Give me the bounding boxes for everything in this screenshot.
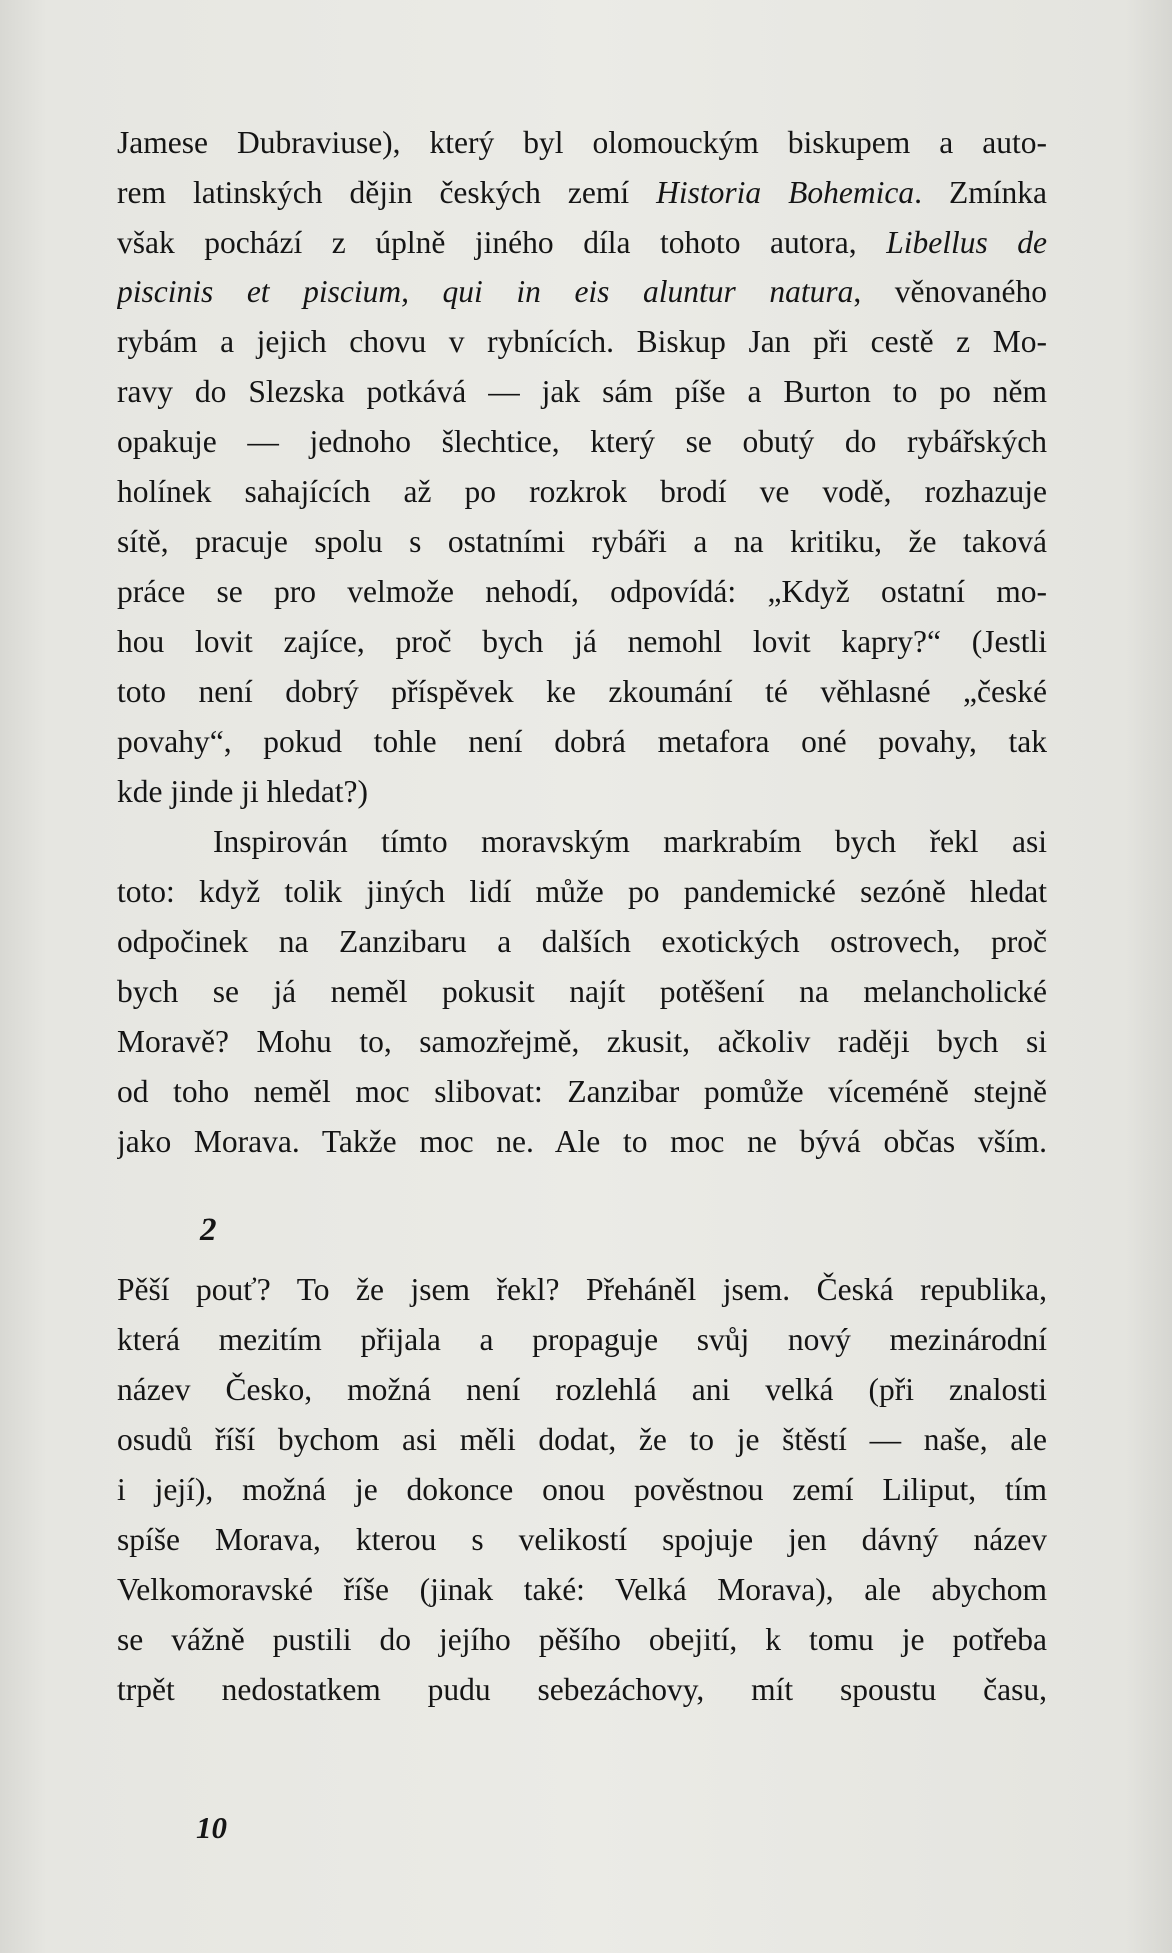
- line-text: Velkomoravské říše (jinak také: Velká Morava), ale abychom: [117, 1572, 1047, 1607]
- text-line: [117, 1618, 1047, 1662]
- text-line: [117, 1518, 1047, 1562]
- text-line: [117, 870, 1047, 914]
- text-line: [117, 121, 1047, 165]
- text-line: [117, 171, 1047, 215]
- line-text: Moravě? Mohu to, samozřejmě, zkusit, ačkoliv raději bych si: [117, 1024, 1047, 1059]
- text-line: [117, 570, 1047, 614]
- line-text: odpočinek na Zanzibaru a dalších exotických ostrovech, proč: [117, 924, 1047, 959]
- text-line: [117, 221, 1047, 265]
- paragraph-first-line: [213, 820, 1047, 864]
- text-line: [117, 720, 1047, 764]
- text-line: [117, 970, 1047, 1014]
- text-line: [117, 920, 1047, 964]
- text-line: [117, 1268, 1047, 1312]
- text-line: [117, 1318, 1047, 1362]
- line-text: trpět nedostatkem pudu sebezáchovy, mít spoustu času,: [117, 1672, 1047, 1707]
- line-text: holínek sahajících až po rozkrok brodí ve vodě, rozhazuje: [117, 474, 1047, 509]
- text-line: [117, 1368, 1047, 1412]
- line-text: rem latinských dějin českých zemí: [117, 175, 657, 210]
- line-text: . Zmínka: [914, 175, 1047, 210]
- text-line: [117, 770, 1047, 814]
- line-text: bych se já neměl pokusit najít potěšení na melancholické: [117, 974, 1047, 1009]
- text-line: [117, 470, 1047, 514]
- line-text: , věnovaného: [853, 274, 1047, 309]
- line-text: i její), možná je dokonce onou pověstnou zemí Liliput, tím: [117, 1472, 1047, 1507]
- line-text: sítě, pracuje spolu s ostatními rybáři a na kritiku, že taková: [117, 524, 1047, 559]
- text-line: [117, 1468, 1047, 1512]
- text-line: [117, 1070, 1047, 1114]
- line-text: jako Morava. Takže moc ne. Ale to moc ne bývá občas vším.: [117, 1124, 1047, 1159]
- line-text: od toho neměl moc slibovat: Zanzibar pomůže víceméně stejně: [117, 1074, 1047, 1109]
- text-line: [117, 1568, 1047, 1612]
- line-text: která mezitím přijala a propaguje svůj nový mezinárodní: [117, 1322, 1047, 1357]
- section-number: 2: [200, 1212, 217, 1248]
- line-text: osudů říší bychom asi měli dodat, že to je štěstí — naše, ale: [117, 1422, 1047, 1457]
- book-title-libellus: Libellus de: [886, 225, 1047, 260]
- text-line: [117, 670, 1047, 714]
- line-text: spíše Morava, kterou s velikostí spojuje jen dávný název: [117, 1522, 1047, 1557]
- line-text: Inspirován tímto moravským markrabím bych řekl asi: [213, 824, 1047, 859]
- line-text: kde jinde ji hledat?): [117, 774, 369, 809]
- text-line: [117, 370, 1047, 414]
- line-text: Pěší pouť? To že jsem řekl? Přeháněl jsem. Česká republika,: [117, 1272, 1047, 1307]
- line-text: toto není dobrý příspěvek ke zkoumání té věhlasné „české: [117, 674, 1047, 709]
- text-line: [117, 1120, 1047, 1164]
- line-text: však pochází z úplně jiného díla tohoto autora,: [117, 225, 887, 260]
- book-title-historia-bohemica: Historia Bohemica: [656, 175, 915, 210]
- text-line: [117, 1418, 1047, 1462]
- text-line: [117, 620, 1047, 664]
- line-text: se vážně pustili do jejího pěšího obejití, k tomu je potřeba: [117, 1622, 1047, 1657]
- line-text: ravy do Slezska potkává — jak sám píše a Burton to po něm: [117, 374, 1047, 409]
- line-text: hou lovit zajíce, proč bych já nemohl lovit kapry?“ (Jestli: [117, 624, 1047, 659]
- line-text: název Česko, možná není rozlehlá ani velká (při znalosti: [117, 1372, 1047, 1407]
- text-line: [117, 1668, 1047, 1712]
- page-number: 10: [196, 1810, 227, 1845]
- text-line: [117, 420, 1047, 464]
- line-text: Jamese Dubraviuse), který byl olomouckým biskupem a auto-: [117, 125, 1047, 160]
- text-line: [117, 320, 1047, 364]
- line-text: rybám a jejich chovu v rybnících. Biskup Jan při cestě z Mo-: [117, 324, 1047, 359]
- book-title-libellus-continued: piscinis et piscium, qui in eis aluntur natura: [117, 274, 854, 309]
- line-text: povahy“, pokud tohle není dobrá metafora oné povahy, tak: [117, 724, 1047, 759]
- line-text: práce se pro velmože nehodí, odpovídá: „Když ostatní mo-: [117, 574, 1047, 609]
- line-text: toto: když tolik jiných lidí může po pandemické sezóně hledat: [117, 874, 1047, 909]
- text-line: [117, 520, 1047, 564]
- text-line: [117, 1020, 1047, 1064]
- line-text: opakuje — jednoho šlechtice, který se obutý do rybářských: [117, 424, 1047, 459]
- text-line: [117, 270, 1047, 314]
